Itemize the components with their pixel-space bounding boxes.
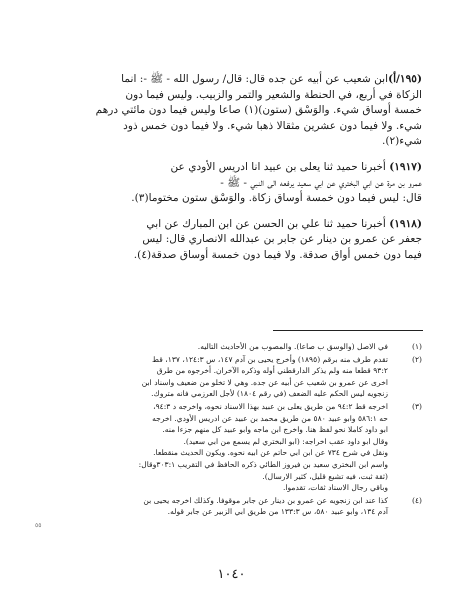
footnote [40,495,422,518]
footnote-line: حه ٥٨٦:١ وابو عبيد ٥٨٠ من طريق محمد بن عبيد عن ادريس الأودي. اخرجه [152,413,388,423]
hadith-paragraph [40,217,422,264]
main-text [40,72,422,274]
footnote [40,401,422,494]
footnote-line: وباقي رجال الاسناد ثقات، تقدموا. [282,483,388,493]
footnote-number: (٤) [411,495,422,505]
footnote-line: وقال ابو داود عقب اخراجه: (ابو البختري لم يسمع من ابي سعيد). [183,436,388,446]
footnote-number: (٢) [411,354,422,364]
footnote-body [40,495,388,518]
footnote-line: كذا عند ابن زنجويه عن عمرو بن دينار عن جابر موقوفا. وكذلك اخرجه يحيى بن [143,495,388,505]
text-line: خمسة أوساق شيء. والوَسْق (ستون)(١) صاعا وليس فيما دون مائتي درهم [95,104,422,117]
footnote-body [40,341,388,353]
footnote [40,341,422,353]
text-line: جعفر عن عمرو بن دينار عن جابر بن عبدالله الانصاري قال: ليس [142,233,422,246]
footnote-body [40,401,388,494]
footnote-line: (ثقة ثبت، فيه تشيع قليل، كثير الارسال). [262,471,388,481]
text-line: شيء. ولا فيما دون عشرين مثقالا ذهبا شيء. ولا فيما دون خمس ذود [123,119,422,132]
footnote [40,354,422,400]
margin-mark: ٥٥ [35,522,42,529]
footnote-line: ونقل في شرح ٧٣٤ عن ابن ابي حاتم عن ابيه نحوه. ويكون الحديث منقطعا. [153,448,388,458]
footnote-line: تقدم طرف منه برقم (١٨٩٥) وأخرج يحيى بن آدم ١٤٧، س ١٢٤:٣، ١٣٧، قط [152,354,388,364]
footnote-line: في الاصل (والوسق ب صاعا). والمصوب من الأحاديث التاليه. [197,342,388,351]
text-line: قال: ليس فيما دون خمسة أوساق زكاة. والوَسْق ستون مختوما(٣). [131,192,422,205]
footnote-body [40,354,388,400]
text-line [40,72,422,88]
footnote-line: واسم ابن البختري سعيد بن فيروز الطائي ذكره الحافظ في التقريب ٣٠٣:١وقال: [138,459,388,469]
hadith-number: (١٩٥/أ) [388,73,422,85]
page-number: ١٠٤٠ [217,567,246,582]
footnote-line: آدم ١٣٤، وابو عبيد ٥٨٠، س ١٣٣:٣ من طريق ابي الزبير عن جابر قوله. [167,507,388,517]
text-line [40,217,422,233]
text-line [40,160,422,176]
hadith-paragraph [40,160,422,207]
text-line: فيما دون خمس أواق صدقة. ولا فيما دون خمسة أوساق صدقة(٤). [133,248,422,261]
hadith-number: (١٩١٧) [389,160,422,173]
text-line: الزكاة في أربع، في الحنطة والشعير والتمر والزبيب. وليس فيما دون [125,88,422,101]
hadith-paragraph [40,72,422,150]
text-line: عمرو بن مرة عن ابي البختري عن ابي سعيد يرفعه الى النبي - ﷺ - [220,176,422,189]
hadith-number: (١٩١٨) [389,217,422,230]
footnote-line: ٩٣:٢ قطعا منه ولم يذكر الدارقطني أوله وذكره الآخران. أخرجوه من طرق [156,366,388,376]
footnote-line: اخرجه قط ٩٤:٢ من طريق يعلى بن عبيد بهذا الاسناد نحوه، واخرجه د ٩٤:٣، [153,401,388,411]
footnote-number: (٣) [411,401,422,411]
footnote-separator [273,330,423,331]
footnote-line: ابو داود كاملا نحو لفظ هنا. واخرج ابن ماجه وابو عبيد كل منهم جزءا منه. [162,425,388,435]
footnote-line: زنجويه ليس الحكم عليه الضعف (في رقم ١٨٠٤) لأجل العرزمي فانه متروك. [151,389,388,399]
footnote-line: اخرى عن عمرو بن شعيب عن أبيه عن جده. وهي لا تخلو من ضعيف واسناد ابن [141,377,388,387]
line-text: أخبرنا حميد ثنا علي بن الحسن عن ابن المبارك عن ابي [146,217,386,230]
line-text: أخبرنا حميد ثنا يعلى بن عبيد انا ادريس الأودي عن [170,160,386,173]
text-line: شيء(٢). [381,135,422,148]
line-text: ابن شعيب عن أبيه عن جده قال: قال/ رسول الله - ﷺ -: انما [121,73,389,85]
footnotes [40,341,422,519]
footnote-number: (١) [411,342,422,351]
